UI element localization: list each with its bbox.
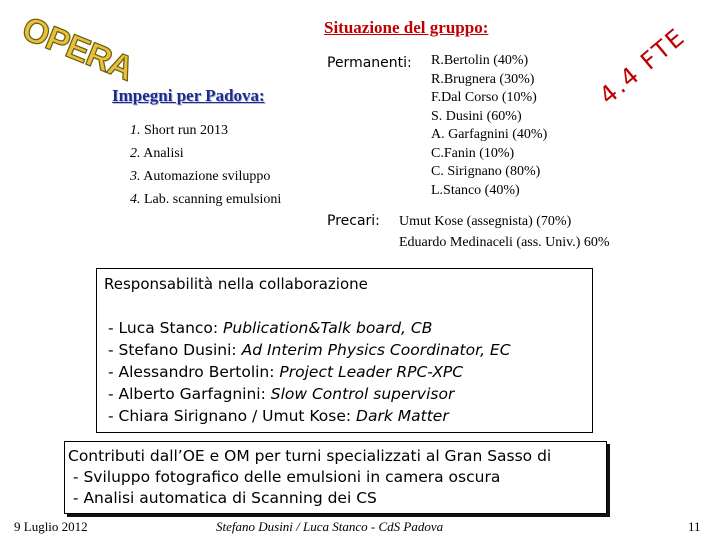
contributi-line: Contributi dall’OE e OM per turni specializzati al Gran Sasso di xyxy=(68,447,552,465)
list-item xyxy=(130,165,281,188)
item-text: Short run 2013 xyxy=(140,123,228,138)
responsabilita-list xyxy=(108,317,511,427)
member-item: R.Bertolin (40%) xyxy=(431,53,529,68)
list-item xyxy=(108,361,511,383)
person-name: - Stefano Dusini: xyxy=(108,341,242,359)
footer-authors: Stefano Dusini / Luca Stanco - CdS Padova xyxy=(216,519,444,534)
person-name: - Chiara Sirignano / Umut Kose: xyxy=(108,407,357,425)
item-text: Automazione sviluppo xyxy=(140,169,271,184)
responsabilita-title: Responsabilità nella collaborazione xyxy=(104,275,368,293)
impegni-heading: Impegni per Padova: xyxy=(112,86,265,105)
person-name: - Luca Stanco: xyxy=(108,319,224,337)
list-item xyxy=(108,317,511,339)
contributi-line: - Analisi automatica di Scanning dei CS xyxy=(68,489,377,507)
slide-title: Situazione del gruppo: xyxy=(324,18,489,37)
permanenti-list xyxy=(431,52,547,200)
opera-logo-text: OPERA xyxy=(16,9,139,89)
person-role: Slow Control supervisor xyxy=(270,385,455,403)
list-item xyxy=(130,142,281,165)
person-role: Publication&Talk board, CB xyxy=(223,319,433,337)
impegni-list xyxy=(130,119,281,211)
item-number: 3. xyxy=(130,169,141,184)
precari-list xyxy=(399,211,610,253)
member-item: Eduardo Medinaceli (ass. Univ.) 60% xyxy=(399,235,610,250)
member-item: A. Garfagnini (40%) xyxy=(431,127,548,142)
person-name: - Alessandro Bertolin: xyxy=(108,363,280,381)
person-role: Project Leader RPC-XPC xyxy=(279,363,464,381)
item-text: Lab. scanning emulsioni xyxy=(140,192,282,207)
item-number: 1. xyxy=(130,123,141,138)
member-item: F.Dal Corso (10%) xyxy=(431,90,537,105)
opera-logo xyxy=(16,9,139,89)
member-item: S. Dusini (60%) xyxy=(431,108,522,124)
list-item xyxy=(130,119,281,142)
fte-total: 4.4 FTE xyxy=(594,22,691,110)
page-number: 11 xyxy=(688,519,701,534)
person-role: Ad Interim Physics Coordinator, EC xyxy=(241,341,511,359)
member-item: L.Stanco (40%) xyxy=(431,182,520,198)
contributi-line: - Sviluppo fotografico delle emulsioni in camera oscura xyxy=(68,468,501,486)
list-item xyxy=(108,405,511,427)
list-item xyxy=(108,383,511,405)
person-name: - Alberto Garfagnini: xyxy=(108,385,271,403)
item-number: 2. xyxy=(130,146,141,161)
footer-date: 9 Luglio 2012 xyxy=(14,519,88,534)
item-number: 4. xyxy=(130,192,141,207)
member-item: R.Brugnera (30%) xyxy=(431,71,535,87)
member-item: Umut Kose (assegnista) (70%) xyxy=(399,214,572,229)
contributi-text xyxy=(68,446,551,509)
precari-label: Precari: xyxy=(327,213,380,229)
member-item: C. Sirignano (80%) xyxy=(431,164,541,179)
item-text: Analisi xyxy=(140,146,184,161)
list-item xyxy=(130,188,281,211)
list-item xyxy=(108,339,511,361)
member-item: C.Fanin (10%) xyxy=(431,145,515,161)
permanenti-label: Permanenti: xyxy=(327,55,412,71)
person-role: Dark Matter xyxy=(356,407,449,425)
